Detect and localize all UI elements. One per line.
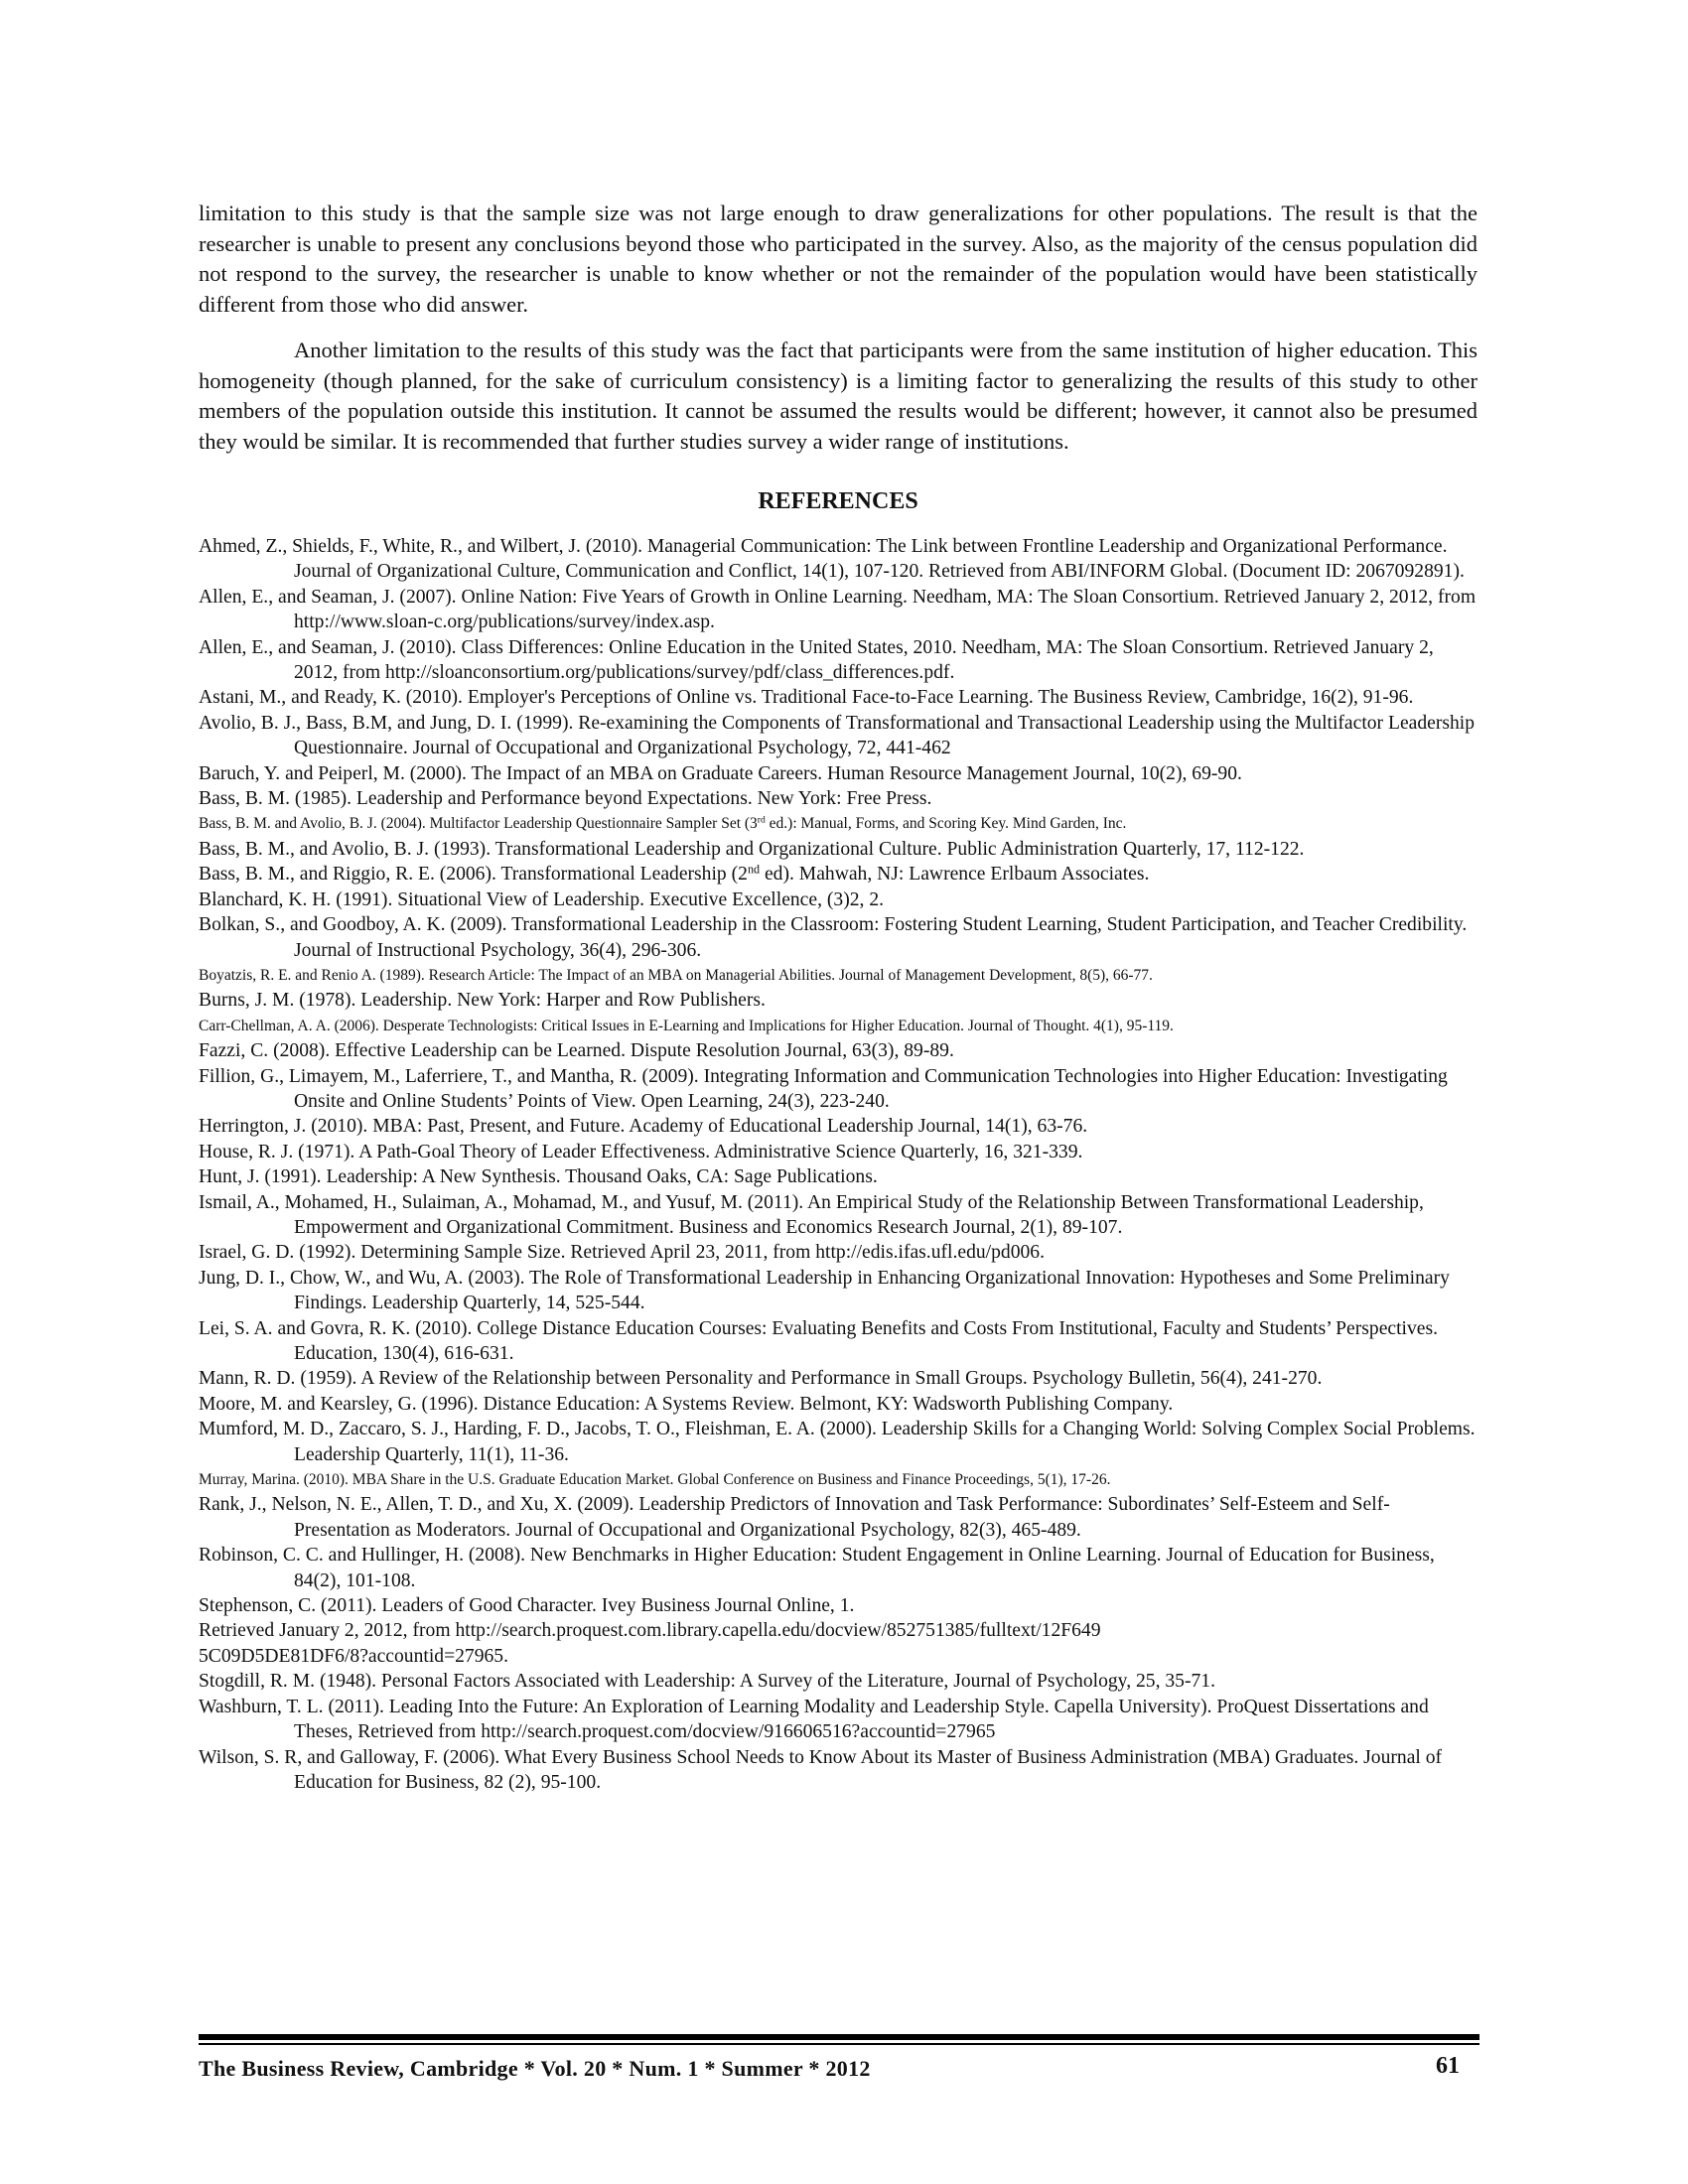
reference-item: Stephenson, C. (2011). Leaders of Good Character. Ivey Business Journal Online, 1. (199, 1595, 855, 1617)
reference-item: Avolio, B. J., Bass, B.M, and Jung, D. I. (1999). Re-examining the Components of Transformational and Transactional Leadership using the Multifactor Leadership Questionnaire. Journal of Occupational and Organizational Psychology, 72, 441-462 (199, 712, 1476, 759)
reference-text: ed). Mahwah, NJ: Lawrence Erlbaum Associates. (760, 864, 1150, 886)
ordinal-superscript: rd (757, 815, 766, 827)
reference-item: Astani, M., and Ready, K. (2010). Employer's Perceptions of Online vs. Traditional Face-to-Face Learning. The Business Review, Cambridge, 16(2), 91-96. (199, 687, 1414, 709)
reference-item: Baruch, Y. and Peiperl, M. (2000). The Impact of an MBA on Graduate Careers. Human Resource Management Journal, 10(2), 69-90. (199, 762, 1242, 784)
reference-text: Bass, B. M. and Avolio, B. J. (2004). Multifactor Leadership Questionnaire Sampler Set (3 (199, 815, 758, 833)
reference-item: Fazzi, C. (2008). Effective Leadership can be Learned. Dispute Resolution Journal, 63(3), 89-89. (199, 1040, 954, 1062)
reference-item (199, 862, 1477, 887)
reference-item: Mumford, M. D., Zaccaro, S. J., Harding, F. D., Jacobs, T. O., Fleishman, E. A. (2000). Leadership Skills for a Changing World: Solving Complex Social Problems. Leadership Quarterly, 11(1), 11-36. (199, 1419, 1476, 1465)
footer-rule-thin (199, 2043, 1479, 2045)
reference-item: Fillion, G., Limayem, M., Laferriere, T., and Mantha, R. (2009). Integrating Information and Communication Technologies into Higher Education: Investigating Onsite and Online Students’ Points of View. Open Learning, 24(3), 223-240. (199, 1065, 1448, 1112)
reference-item: Burns, J. M. (1978). Leadership. New York: Harper and Row Publishers. (199, 990, 766, 1012)
body-paragraph: Another limitation to the results of this study was the fact that participants were from the same institution of higher education. This homogeneity (though planned, for the sake of curriculum consistency) is a limiting factor to generalizing the results of this study to other members of the population outside this institution. It cannot be assumed the results would be different; however, it cannot also be presumed they would be similar. It is recommended that further studies survey a wider range of institutions. (199, 338, 1477, 454)
reference-item: Lei, S. A. and Govra, R. K. (2010). College Distance Education Courses: Evaluating Benefits and Costs From Institutional, Faculty and Students’ Perspectives. Education, 130(4), 616-631. (199, 1317, 1439, 1364)
reference-item: Robinson, C. C. and Hullinger, H. (2008). New Benchmarks in Higher Education: Student Engagement in Online Learning. Journal of Education for Business, 84(2), 101-108. (199, 1545, 1435, 1591)
reference-item: Israel, G. D. (1992). Determining Sample Size. Retrieved April 23, 2011, from http://edis.ifas.ufl.edu/pd006. (199, 1242, 1045, 1264)
reference-item: Retrieved January 2, 2012, from http://search.proquest.com.library.capella.edu/docview/852751385/fulltext/12F649 (199, 1620, 1101, 1642)
reference-text: Bass, B. M., and Riggio, R. E. (2006). Transformational Leadership (2 (199, 864, 748, 886)
reference-item: Moore, M. and Kearsley, G. (1996). Distance Education: A Systems Review. Belmont, KY: Wadsworth Publishing Company. (199, 1393, 1174, 1415)
reference-item: Jung, D. I., Chow, W., and Wu, A. (2003). The Role of Transformational Leadership in Enhancing Organizational Innovation: Hypotheses and Some Preliminary Findings. Leadership Quarterly, 14, 525-544. (199, 1267, 1450, 1314)
reference-item: Bolkan, S., and Goodboy, A. K. (2009). Transformational Leadership in the Classroom: Fostering Student Learning, Student Participation, and Teacher Credibility. Journal of Instructional Psychology, 36(4), 296-306. (199, 914, 1468, 961)
reference-item (199, 811, 1477, 836)
reference-item: Ismail, A., Mohamed, H., Sulaiman, A., Mohamad, M., and Yusuf, M. (2011). An Empirical Study of the Relationship Between Transformational Leadership, Empowerment and Organizational Commitment. Business and Economics Research Journal, 2(1), 89-107. (199, 1191, 1424, 1238)
reference-item: Bass, B. M., and Avolio, B. J. (1993). Transformational Leadership and Organizational Culture. Public Administration Quarterly, 17, 112-122. (199, 838, 1305, 860)
page-number: 61 (1436, 2053, 1460, 2079)
reference-item: Mann, R. D. (1959). A Review of the Relationship between Personality and Performance in Small Groups. Psychology Bulletin, 56(4), 241-270. (199, 1368, 1323, 1390)
reference-item: Allen, E., and Seaman, J. (2007). Online Nation: Five Years of Growth in Online Learning. Needham, MA: The Sloan Consortium. Retrieved January 2, 2012, from http://www.sloan-c.org/publications/survey/index.asp. (199, 586, 1477, 633)
reference-item: Hunt, J. (1991). Leadership: A New Synthesis. Thousand Oaks, CA: Sage Publications. (199, 1166, 878, 1188)
reference-item: Washburn, T. L. (2011). Leading Into the Future: An Exploration of Learning Modality and Leadership Style. Capella University). ProQuest Dissertations and Theses, Retrieved from http://search.proquest.com/docview/916606516?accountid=27965 (199, 1696, 1429, 1743)
reference-item: Ahmed, Z., Shields, F., White, R., and Wilbert, J. (2010). Managerial Communication: The Link between Frontline Leadership and Organizational Performance. Journal of Organizational Culture, Communication and Conflict, 14(1), 107-120. Retrieved from ABI/INFORM Global. (Document ID: 2067092891). (199, 536, 1465, 583)
reference-item: Herrington, J. (2010). MBA: Past, Present, and Future. Academy of Educational Leadership Journal, 14(1), 63-76. (199, 1116, 1088, 1138)
reference-list (199, 534, 1477, 1795)
footer-journal-title: The Business Review, Cambridge * Vol. 20 * Num. 1 * Summer * 2012 (199, 2056, 871, 2081)
reference-item: Allen, E., and Seaman, J. (2010). Class Differences: Online Education in the United States, 2010. Needham, MA: The Sloan Consortium. Retrieved January 2, 2012, from http://sloanconsortium.org/publications/survey/pdf/class_differences.pdf. (199, 636, 1434, 684)
reference-item: 5C09D5DE81DF6/8?accountid=27965. (199, 1645, 508, 1667)
reference-item: Bass, B. M. (1985). Leadership and Performance beyond Expectations. New York: Free Press. (199, 788, 932, 810)
article-body (199, 199, 1477, 1795)
reference-text: ed.): Manual, Forms, and Scoring Key. Mind Garden, Inc. (765, 815, 1127, 833)
references-heading: REFERENCES (758, 488, 918, 514)
reference-item: Rank, J., Nelson, N. E., Allen, T. D., and Xu, X. (2009). Leadership Predictors of Innovation and Task Performance: Subordinates’ Self-Esteem and Self-Presentation as Moderators. Journal of Occupational and Organizational Psychology, 82(3), 465-489. (199, 1494, 1390, 1541)
footer-rule (199, 2034, 1479, 2040)
reference-item: Boyatzis, R. E. and Renio A. (1989). Research Article: The Impact of an MBA on Managerial Abilities. Journal of Management Development, 8(5), 66-77. (199, 966, 1153, 984)
reference-item: Murray, Marina. (2010). MBA Share in the U.S. Graduate Education Market. Global Conference on Business and Finance Proceedings, 5(1), 17-26. (199, 1471, 1111, 1489)
reference-item: Stogdill, R. M. (1948). Personal Factors Associated with Leadership: A Survey of the Literature, Journal of Psychology, 25, 35-71. (199, 1671, 1215, 1693)
reference-item: House, R. J. (1971). A Path-Goal Theory of Leader Effectiveness. Administrative Science Quarterly, 16, 321-339. (199, 1141, 1083, 1162)
reference-item: Wilson, S. R, and Galloway, F. (2006). What Every Business School Needs to Know About its Master of Business Administration (MBA) Graduates. Journal of Education for Business, 82 (2), 95-100. (199, 1746, 1443, 1793)
body-paragraph: limitation to this study is that the sample size was not large enough to draw generalizations for other populations. The result is that the researcher is unable to present any conclusions beyond those who participated in the survey. Also, as the majority of the census population did not respond to the survey, the researcher is unable to know whether or not the remainder of the population would have been statistically different from those who did answer. (199, 201, 1477, 317)
ordinal-superscript: nd (747, 862, 761, 877)
reference-item: Blanchard, K. H. (1991). Situational View of Leadership. Executive Excellence, (3)2, 2. (199, 888, 885, 910)
reference-item: Carr-Chellman, A. A. (2006). Desperate Technologists: Critical Issues in E-Learning and Implications for Higher Education. Journal of Thought. 4(1), 95-119. (199, 1017, 1174, 1034)
